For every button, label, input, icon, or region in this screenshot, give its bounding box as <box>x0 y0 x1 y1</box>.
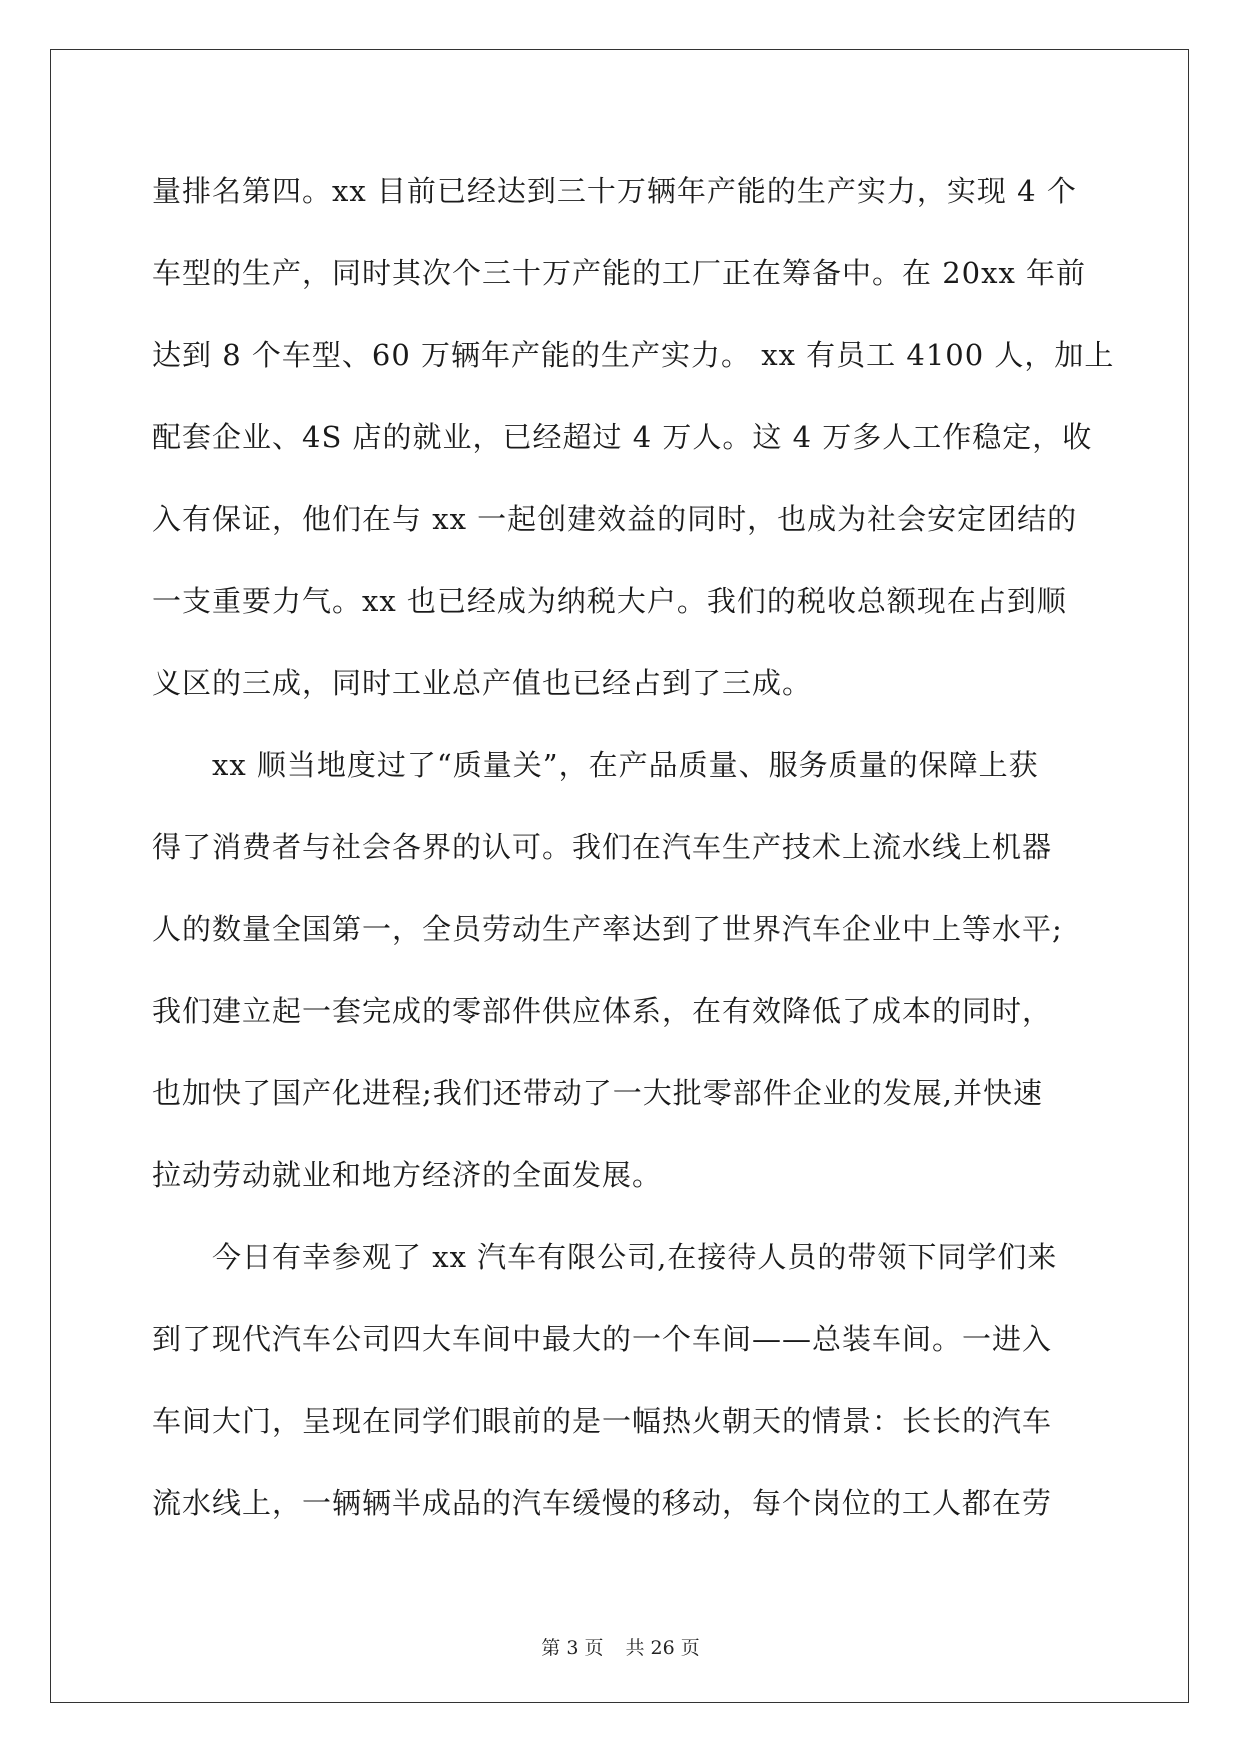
text-line: 得了消费者与社会各界的认可。我们在汽车生产技术上流水线上机器 <box>152 830 1053 864</box>
text-line: 人的数量全国第一，全员劳动生产率达到了世界汽车企业中上等水平; <box>152 912 1063 946</box>
page-total: 共 26 页 <box>625 1637 700 1659</box>
text-line: 到了现代汽车公司四大车间中最大的一个车间——总装车间。一进入 <box>152 1322 1053 1356</box>
text-line: 义区的三成，同时工业总产值也已经占到了三成。 <box>152 666 813 700</box>
text-line: 一支重要力气。xx 也已经成为纳税大户。我们的税收总额现在占到顺 <box>152 584 1067 618</box>
page-number: 第 3 页 <box>541 1637 604 1659</box>
page-footer <box>0 1633 1241 1660</box>
text-line: 量排名第四。xx 目前已经达到三十万辆年产能的生产实力，实现 4 个 <box>152 174 1077 208</box>
text-line: 达到 8 个车型、60 万辆年产能的生产实力。 xx 有员工 4100 人，加上 <box>152 338 1115 372</box>
text-line: 车间大门，呈现在同学们眼前的是一幅热火朝天的情景：长长的汽车 <box>152 1404 1053 1438</box>
paragraph-start-line: xx 顺当地度过了“质量关”，在产品质量、服务质量的保障上获 <box>212 748 1039 782</box>
text-line: 车型的生产，同时其次个三十万产能的工厂正在筹备中。在 20xx 年前 <box>152 256 1087 290</box>
text-line: 也加快了国产化进程;我们还带动了一大批零部件企业的发展,并快速 <box>152 1076 1043 1110</box>
text-line: 配套企业、4S 店的就业，已经超过 4 万人。这 4 万多人工作稳定，收 <box>152 420 1093 454</box>
paragraph-start-line: 今日有幸参观了 xx 汽车有限公司,在接待人员的带领下同学们来 <box>212 1240 1058 1274</box>
text-line: 入有保证，他们在与 xx 一起创建效益的同时，也成为社会安定团结的 <box>152 502 1078 536</box>
text-line: 流水线上，一辆辆半成品的汽车缓慢的移动，每个岗位的工人都在劳 <box>152 1486 1053 1520</box>
text-line: 我们建立起一套完成的零部件供应体系，在有效降低了成本的同时， <box>152 994 1053 1028</box>
text-line: 拉动劳动就业和地方经济的全面发展。 <box>152 1158 663 1192</box>
document-body <box>152 150 1115 1544</box>
